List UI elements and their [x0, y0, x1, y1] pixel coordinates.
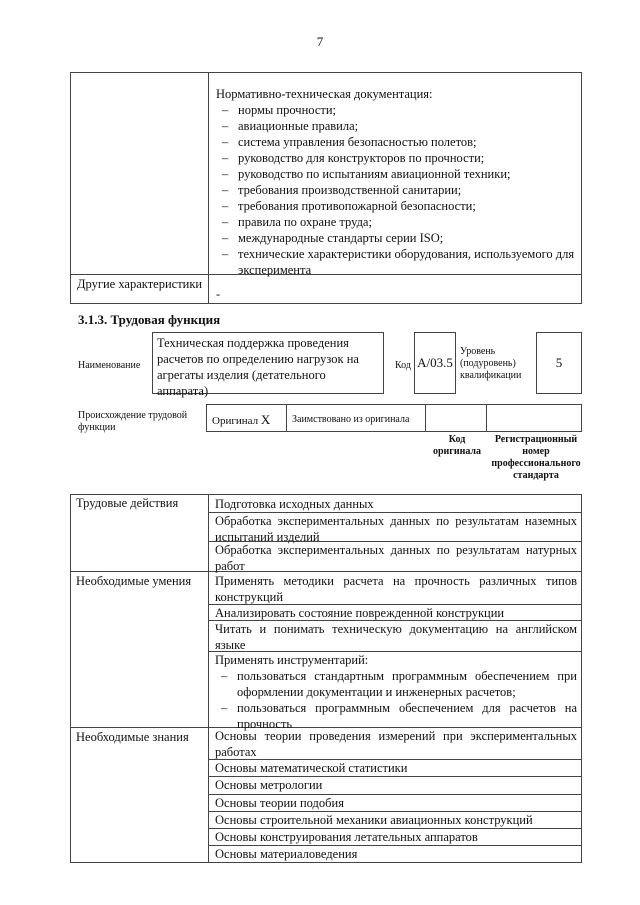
origin-label: Происхождение трудовой функции: [78, 410, 188, 433]
list-item: – технические характеристики оборудования, используемого для эксперимента: [216, 246, 578, 278]
normative-docs-list: [216, 102, 578, 278]
list-item: – правила по охране труда;: [216, 214, 578, 230]
knowledge-row: Основы теории подобия: [215, 796, 344, 810]
list-item: – система управления безопасностью полетов;: [216, 134, 578, 150]
code-value: A/03.5: [417, 355, 453, 370]
required-skills-label: Необходимые умения: [76, 574, 192, 588]
skill-row: Читать и понимать техническую документацию на английском языке: [215, 622, 577, 652]
function-name-value: Техническая поддержка проведения расчетов по определению нагрузок на агрегаты изделия (детательного аппарата): [157, 336, 359, 398]
original-label: Оригинал: [212, 415, 259, 427]
function-name-box: [152, 332, 384, 398]
knowledge-row: Основы математической статистики: [215, 761, 408, 775]
other-characteristics-label: Другие характеристики: [77, 277, 203, 291]
skill-row: Применять методики расчета на прочность различных типов конструкций: [215, 574, 577, 604]
knowledge-row: Основы материаловедения: [215, 847, 358, 861]
list-item: – пользоваться программным обеспечением для расчетов на прочность: [215, 700, 577, 732]
origin-original-cell: [212, 412, 270, 428]
knowledge-row: Основы конструирования летательных аппаратов: [215, 830, 478, 844]
list-item: – международные стандарты серии ISO;: [216, 230, 578, 246]
reg-number-caption: Регистрационный номер профессионального стандарта: [491, 434, 581, 481]
list-item: – авиационные правила;: [216, 118, 578, 134]
name-label: Наименование: [78, 360, 141, 371]
skill-tools-list: [215, 668, 577, 732]
normative-docs-cell: [216, 86, 578, 278]
required-knowledge-label: Необходимые знания: [76, 730, 189, 744]
list-item: – нормы прочности;: [216, 102, 578, 118]
code-label: Код: [395, 360, 411, 371]
list-item: – руководство по испытаниям авиационной техники;: [216, 166, 578, 182]
labor-actions-label: Трудовые действия: [76, 496, 179, 510]
borrowed-label: Заимствовано из оригинала: [292, 414, 410, 425]
knowledge-row: Основы теории проведения измерений при экспериментальных работах: [215, 729, 577, 759]
section-title: 3.1.3. Трудовая функция: [78, 312, 221, 327]
code-original-caption: Код оригинала: [432, 434, 482, 457]
normative-docs-heading: Нормативно-техническая документация:: [216, 87, 433, 101]
action-row: Подготовка исходных данных: [215, 497, 374, 511]
skill-tools-cell: [215, 652, 577, 732]
list-item: – требования производственной санитарии;: [216, 182, 578, 198]
level-box: [536, 332, 582, 394]
action-row: Обработка экспериментальных данных по результатам наземных испытаний изделий: [215, 514, 577, 544]
list-item: – пользоваться стандартным программным обеспечением при оформлении документации и инженерных расчетов;: [215, 668, 577, 700]
level-value: 5: [555, 355, 563, 370]
skill-tools-heading: Применять инструментарий:: [215, 653, 369, 667]
knowledge-row: Основы метрологии: [215, 778, 323, 792]
code-box: [414, 332, 456, 394]
original-mark: X: [260, 412, 271, 427]
knowledge-row: Основы строительной механики авиационных конструкций: [215, 813, 533, 827]
list-item: – требования противопожарной безопасности;: [216, 198, 578, 214]
page-number: 7: [316, 34, 324, 49]
action-row: Обработка экспериментальных данных по результатам натурных работ: [215, 543, 577, 573]
other-characteristics-value: -: [216, 287, 221, 301]
level-label: Уровень (подуровень) квалификации: [460, 346, 522, 381]
list-item: – руководство для конструкторов по прочности;: [216, 150, 578, 166]
skill-row: Анализировать состояние поврежденной конструкции: [215, 606, 505, 620]
